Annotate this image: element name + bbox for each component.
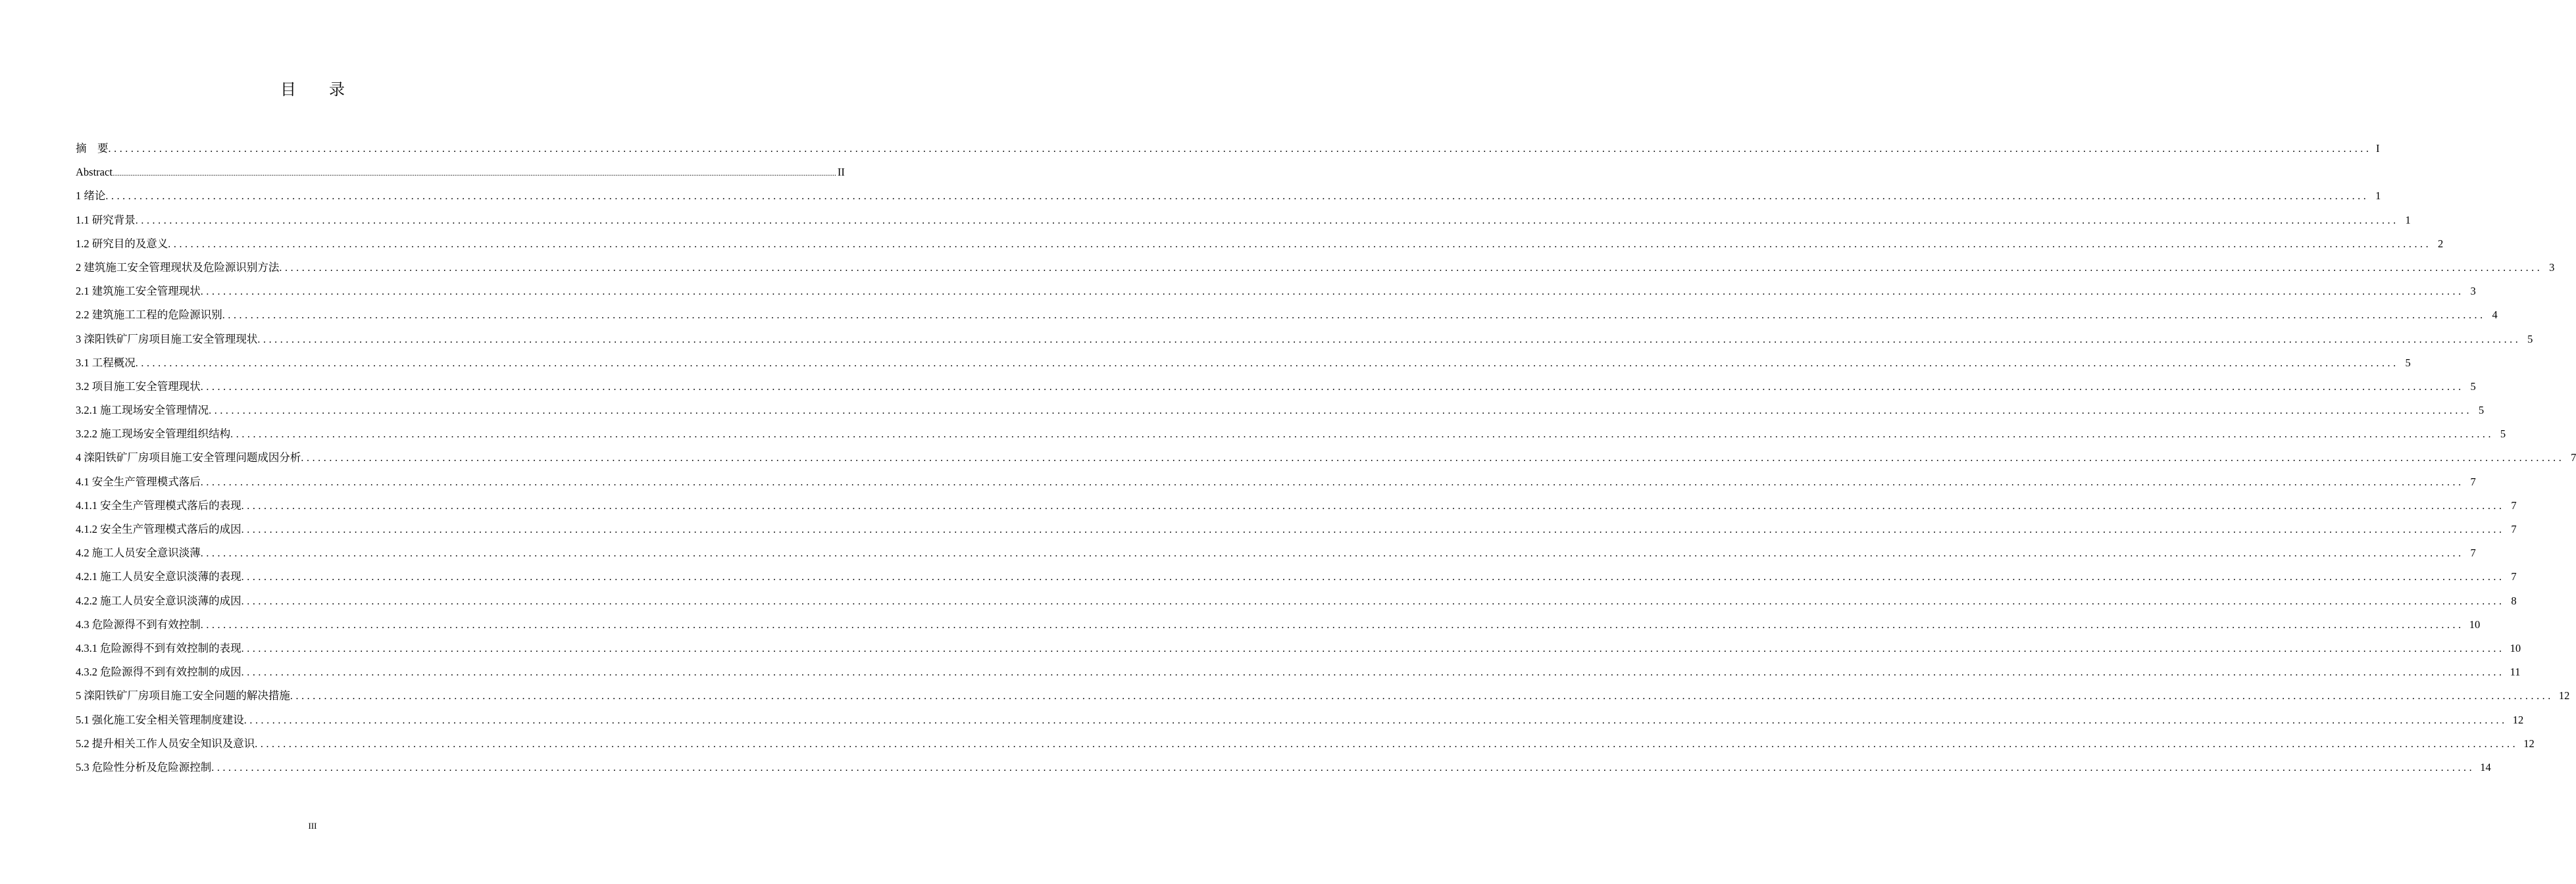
toc-entry-label: 5.2 提升相关工作人员安全知识及意识 [76, 737, 255, 750]
toc-entry-label: 4.1.1 安全生产管理模式落后的表现 [76, 499, 241, 512]
dot-leader: ................................................................................................................................................................................................................................................................................................................................................................................................................ [241, 572, 2505, 583]
dot-leader: ................................................................................................................................................................................................................................................................................................................................................................................................................ [241, 595, 2505, 607]
toc-entry-label: 1.1 研究背景 [76, 213, 136, 226]
toc-entry-page: 2 [2438, 237, 2444, 250]
toc-entry[interactable] [76, 137, 2380, 160]
toc-title: 目 录 [280, 82, 359, 99]
toc-entry[interactable] [76, 351, 2411, 375]
toc-entry[interactable] [76, 256, 2555, 280]
toc-entry[interactable] [76, 375, 2476, 399]
toc-entry-label: 1.2 研究目的及意义 [76, 237, 168, 250]
toc-entry-page: 11 [2510, 666, 2521, 679]
toc-entry-label: 3 滦阳铁矿厂房项目施工安全管理现状 [76, 332, 258, 345]
toc-entry-label: 4.3.2 危险源得不到有效控制的成因 [76, 666, 241, 679]
toc-entry-label: Abstract [76, 166, 113, 179]
toc-entry-page: 5 [2500, 428, 2506, 441]
dot-leader: ................................................................................................................................................................................................................................................................................................................................................................................................................ [211, 762, 2475, 774]
toc-entry-page: 8 [2511, 594, 2517, 607]
toc-entry-label: 5.3 危险性分析及危险源控制 [76, 760, 212, 774]
dot-leader: ................................................................................................................................................................................................................................................................................................................................................................................................................ [200, 548, 2464, 560]
toc-entry-label: 4.1 安全生产管理模式落后 [76, 475, 201, 488]
toc-entry[interactable] [76, 613, 2481, 637]
dot-leader: ................................................................................................................................................................................................................................................................................................................................................................................................................ [243, 714, 2508, 726]
toc-entry[interactable] [76, 541, 2476, 565]
toc-entry-page: II [837, 166, 845, 179]
toc-entry[interactable] [76, 660, 2521, 684]
toc-entry-label: 4.1.2 安全生产管理模式落后的成因 [76, 523, 241, 535]
dot-leader: ................................................................................................................................................................................................................................................................................................................................................................................................................ [200, 286, 2464, 298]
dot-leader: ................................................................................................................................................................................................................................................................................................................................................................................................................ [135, 214, 2399, 226]
toc-entry-page: 14 [2480, 760, 2491, 774]
toc-entry-page: 1 [2375, 189, 2381, 203]
toc-entry[interactable] [76, 684, 2570, 708]
toc-entry[interactable] [76, 518, 2517, 541]
toc-entry-label: 4.2 施工人员安全意识淡薄 [76, 547, 201, 560]
toc-entry-page: 12 [2523, 737, 2535, 750]
dot-leader: ................................................................................................................................................................................................................................................................................................................................................................................................................ [105, 191, 2369, 203]
dot-leader: ................................................................................................................................................................................................................................................................................................................................................................................................................ [230, 429, 2494, 441]
toc-entry-label: 4.2.1 施工人员安全意识淡薄的表现 [76, 570, 241, 583]
toc-entry[interactable] [76, 708, 2524, 732]
toc-entry-page: 5 [2527, 332, 2533, 345]
toc-entry[interactable] [76, 184, 2381, 208]
dot-leader: ................................................................................................................................................................................................................................................................................................................................................................................................................ [257, 333, 2521, 345]
toc-entry-page: 5 [2470, 380, 2476, 393]
toc-entry[interactable] [76, 732, 2535, 756]
dot-leader: ................................................................................................................................................................................................................................................................................................................................................................................................................ [209, 405, 2473, 417]
dot-leader: ................................................................................................................................................................................................................................................................................................................................................................................................................ [241, 500, 2505, 512]
toc-entry[interactable] [76, 328, 2533, 351]
toc-entry[interactable] [76, 232, 2444, 256]
toc-entry-page: 7 [2571, 451, 2576, 464]
toc-entry-label: 4.2.2 施工人员安全意识淡薄的成因 [76, 594, 241, 607]
dot-leader: ................................................................................................................................................................................................................................................................................................................................................................................................................ [135, 357, 2399, 369]
dot-leader: ................................................................................................................................................................................................................................................................................................................................................................................................................ [301, 453, 2565, 464]
toc-entry[interactable] [76, 470, 2476, 494]
toc-entry-label: 3.1 工程概况 [76, 356, 136, 369]
toc-entry-page: I [2376, 142, 2380, 155]
toc-entry-label: 2.1 建筑施工安全管理现状 [76, 285, 201, 298]
toc-entry-page: 10 [2510, 641, 2521, 654]
toc-entry-page: 5 [2478, 404, 2485, 417]
toc-entry[interactable] [76, 209, 2411, 232]
toc-entry-label: 摘 要 [76, 142, 109, 155]
dot-leader: ................................................................................................................................................................................................................................................................................................................................................................................................................ [290, 691, 2554, 702]
toc-entry-page: 3 [2549, 260, 2555, 274]
toc-entry-label: 1 绪论 [76, 189, 106, 203]
toc-entry-page: 7 [2470, 547, 2476, 560]
toc-entry-label: 3.2.2 施工现场安全管理组织结构 [76, 428, 231, 441]
toc-entry-label: 5.1 强化施工安全相关管理制度建设 [76, 713, 244, 726]
dot-leader: ................................................................................................................................................................................................................................................................................................................................................................................................................ [279, 262, 2543, 274]
toc-entry-page: 7 [2511, 499, 2517, 512]
dot-leader: ................................................................................................................................................................................................................................................................................................................................................................................................................ [255, 738, 2519, 750]
toc-entry-page: 10 [2469, 618, 2481, 631]
toc-entry-label: 3.2 项目施工安全管理现状 [76, 380, 201, 393]
page-number: III [308, 821, 317, 831]
toc-entry-page: 12 [2558, 689, 2570, 702]
dot-leader: ................................................................................................................................................................................................................................................................................................................................................................................................................ [241, 643, 2505, 654]
toc-entry-label: 4.3 危险源得不到有效控制 [76, 618, 201, 631]
toc-entry-page: 3 [2470, 285, 2476, 298]
toc-entry[interactable] [76, 637, 2521, 660]
toc-entry-label: 4 滦阳铁矿厂房项目施工安全管理问题成因分析 [76, 451, 301, 464]
toc-entry-label: 5 滦阳铁矿厂房项目施工安全问题的解决措施 [76, 689, 290, 702]
toc-entry[interactable] [76, 589, 2517, 613]
toc-entry-label: 2 建筑施工安全管理现状及危险源识别方法 [76, 260, 280, 274]
toc-entry-label: 2.2 建筑施工工程的危险源识别 [76, 308, 222, 322]
dot-leader: ................................................................................................................................................................................................................................................................................................................................................................................................................ [222, 310, 2486, 322]
toc-entry-page: 7 [2511, 523, 2517, 535]
dot-leader: ................................................................................................................................................................................................................................................................................................................................................................................................................ [200, 619, 2464, 631]
dot-leader: ................................................................................................................................................................................................................................................................................................................................................................................................................ [168, 238, 2432, 250]
dot-leader: ................................................................................................................................................................................................................................................................................................................................................................................................................ [108, 143, 2372, 155]
toc-entry[interactable] [76, 565, 2517, 589]
toc-entry-page: 12 [2512, 713, 2524, 726]
toc-entry[interactable] [76, 280, 2476, 303]
dot-leader: ................................................................................................................................................................................................................................................................................................................................................................................................................ [200, 476, 2464, 488]
toc-entry-page: 5 [2405, 356, 2411, 369]
toc-entry[interactable] [76, 399, 2485, 422]
toc-entry-page: 7 [2511, 570, 2517, 583]
toc-entry-page: 1 [2405, 213, 2411, 226]
toc-entry[interactable] [76, 303, 2498, 327]
toc-entry-label: 4.3.1 危险源得不到有效控制的表现 [76, 641, 241, 654]
toc-entry[interactable] [76, 494, 2517, 518]
dot-leader: ................................................................................................................................................................................................................................................................................................................................................................................................................ [241, 524, 2505, 535]
toc-entry-page: 4 [2492, 308, 2498, 322]
toc-entry[interactable] [76, 446, 2576, 470]
table-of-contents [76, 137, 2576, 779]
toc-entry[interactable] [76, 160, 845, 184]
toc-entry-label: 3.2.1 施工现场安全管理情况 [76, 404, 209, 417]
dot-leader: ................................................................................................................................................................................................................................................................................................................................................................................................................ [200, 381, 2464, 393]
toc-entry[interactable] [76, 756, 2491, 779]
toc-entry-page: 7 [2470, 475, 2476, 488]
dot-leader: ................................................................................................................................................................................................................................................................................................................................................................................................................ [112, 170, 836, 178]
dot-leader: ................................................................................................................................................................................................................................................................................................................................................................................................................ [241, 667, 2505, 679]
toc-entry[interactable] [76, 422, 2506, 446]
